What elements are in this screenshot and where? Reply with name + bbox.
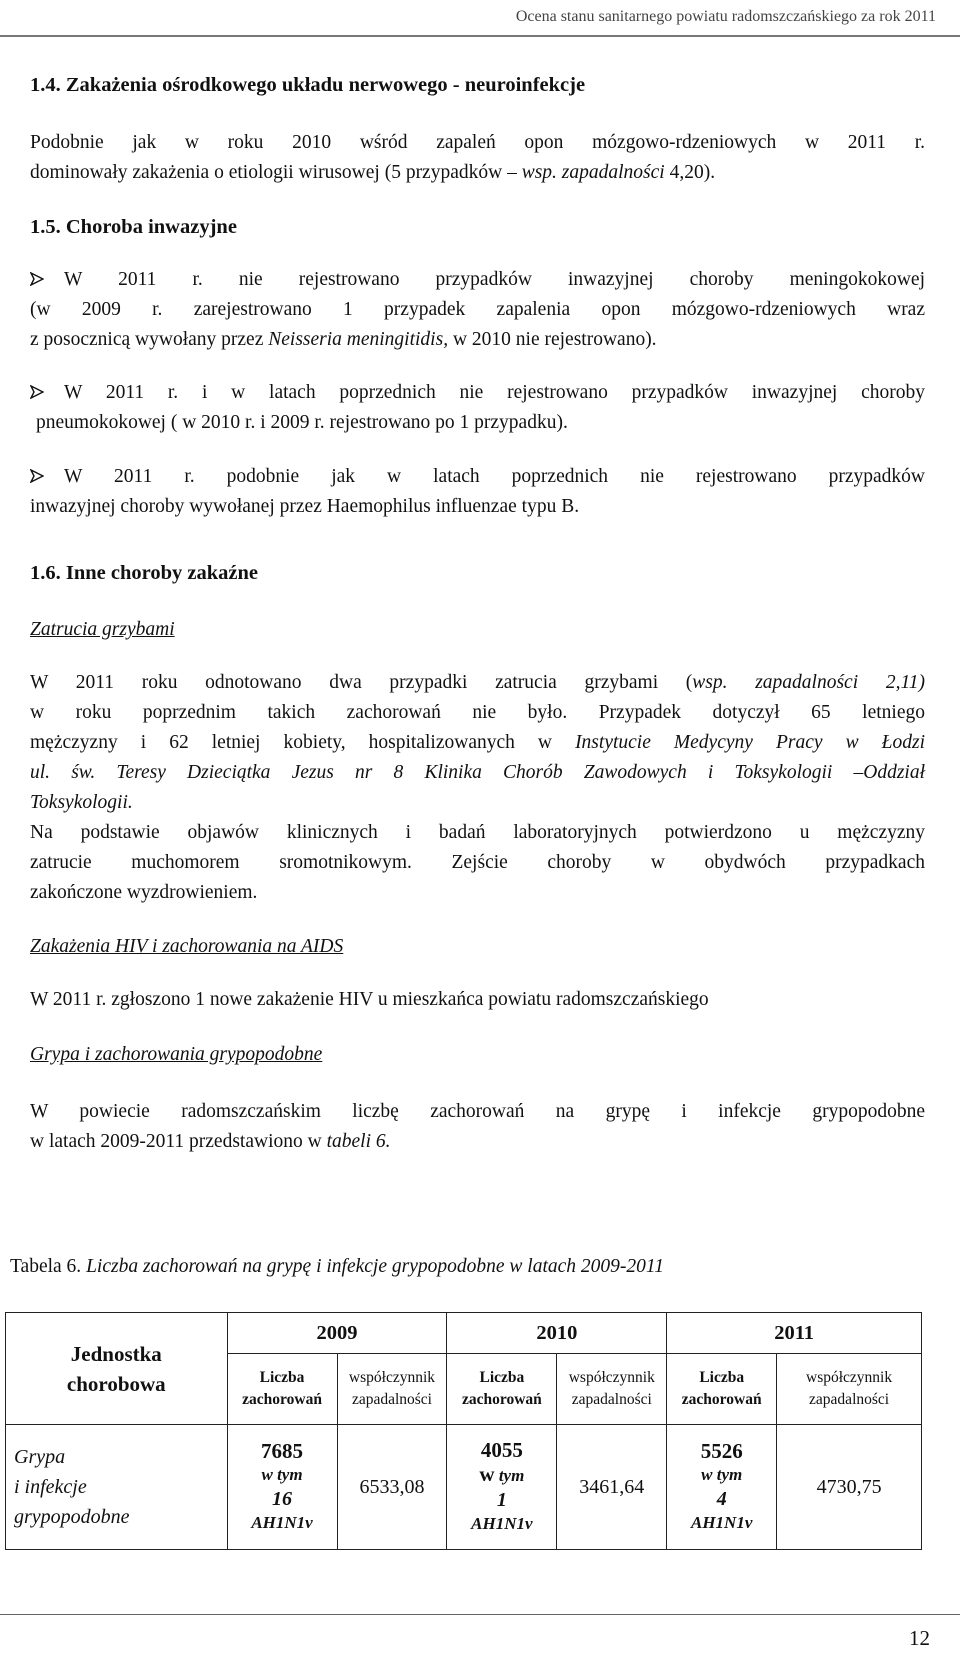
page-number: 12	[909, 1626, 930, 1650]
subheading-hiv-aids: Zakażenia HIV i zachorowania na AIDS	[30, 936, 344, 957]
bullet-item: W 2011 r. podobnie jak w latach poprzednich nie rejestrowano przypadków	[30, 462, 925, 492]
col-header-rate: współczynnik zapadalności	[337, 1354, 447, 1425]
bullet-item: W 2011 r. i w latach poprzednich nie rejestrowano przypadków inwazyjnej choroby	[30, 378, 925, 408]
paragraph-line: z posocznicą wywołany przez Neisseria meningitidis, w 2010 nie rejestrowano).	[30, 329, 657, 350]
paragraph-line: Na podstawie objawów klinicznych i badań laboratoryjnych potwierdzono u mężczyzny	[30, 822, 925, 843]
paragraph-line: Toksykologii.	[30, 792, 133, 813]
year-header: 2010	[447, 1313, 667, 1354]
count-cell-2010: 4055 w tym 1 AH1N1v	[447, 1425, 557, 1550]
bullet-item: W 2011 r. nie rejestrowano przypadków inwazyjnej choroby meningokokowej	[30, 265, 925, 295]
paragraph-line: (w 2009 r. zarejestrowano 1 przypadek zapalenia opon mózgowo-rdzeniowych wraz	[30, 299, 925, 320]
section-heading-1-5: 1.5. Choroba inwazyjne	[30, 216, 237, 238]
paragraph-line: w latach 2009-2011 przedstawiono w tabeli 6.	[30, 1131, 391, 1152]
paragraph-line: mężczyzny i 62 letniej kobiety, hospitalizowanych w Instytucie Medycyny Pracy w Łodzi	[30, 732, 925, 753]
col-header-count: Liczba zachorowań	[227, 1354, 337, 1425]
year-header: 2009	[227, 1313, 447, 1354]
rate-cell-2010: 3461,64	[557, 1425, 667, 1550]
disease-cell: Grypa i infekcje grypopodobne	[6, 1425, 228, 1550]
section-heading-1-4: 1.4. Zakażenia ośrodkowego układu nerwowego - neuroinfekcje	[30, 74, 586, 96]
paragraph-line: zatrucie muchomorem sromotnikowym. Zejście choroby w obydwóch przypadkach	[30, 852, 925, 873]
paragraph-line: W 2011 r. zgłoszono 1 nowe zakażenie HIV u mieszkańca powiatu radomszczańskiego	[30, 989, 709, 1010]
footer-rule	[0, 1614, 960, 1615]
paragraph-line: w roku poprzednim takich zachorowań nie było. Przypadek dotyczył 65 letniego	[30, 702, 925, 723]
paragraph-line: W powiecie radomszczańskim liczbę zachorowań na grypę i infekcje grypopodobne	[30, 1101, 925, 1122]
section-heading-1-6: 1.6. Inne choroby zakaźne	[30, 562, 258, 584]
paragraph-line: Podobnie jak w roku 2010 wśród zapaleń opon mózgowo-rdzeniowych w 2011 r.	[30, 132, 925, 153]
paragraph-line: W 2011 roku odnotowano dwa przypadki zatrucia grzybami (wsp. zapadalności 2,11)	[30, 672, 925, 693]
arrow-bullet-icon	[30, 272, 44, 286]
subheading-mushroom-poisoning: Zatrucia grzybami	[30, 619, 175, 640]
col-header-rate: współczynnik zapadalności	[557, 1354, 667, 1425]
rate-cell-2009: 6533,08	[337, 1425, 447, 1550]
paragraph-line: dominowały zakażenia o etiologii wirusowej (5 przypadków – wsp. zapadalności 4,20).	[30, 162, 716, 183]
subheading-influenza: Grypa i zachorowania grypopodobne	[30, 1044, 323, 1065]
count-cell-2009: 7685 w tym 16 AH1N1v	[227, 1425, 337, 1550]
col-header-rate: współczynnik zapadalności	[777, 1354, 922, 1425]
paragraph-line: ul. św. Teresy Dzieciątka Jezus nr 8 Klinika Chorób Zawodowych i Toksykologii –Oddział	[30, 762, 925, 783]
running-header: Ocena stanu sanitarnego powiatu radomszczańskiego za rok 2011	[515, 8, 936, 25]
arrow-bullet-icon	[30, 469, 44, 483]
year-header: 2011	[667, 1313, 922, 1354]
paragraph-line: pneumokokowej ( w 2010 r. i 2009 r. rejestrowano po 1 przypadku).	[36, 412, 568, 433]
col-header-count: Liczba zachorowań	[447, 1354, 557, 1425]
header-rule	[0, 35, 960, 37]
count-cell-2011: 5526 w tym 4 AH1N1v	[667, 1425, 777, 1550]
paragraph-line: zakończone wyzdrowieniem.	[30, 882, 258, 903]
header-unit: Jednostka chorobowa	[6, 1313, 228, 1425]
influenza-table	[5, 1312, 922, 1550]
col-header-count: Liczba zachorowań	[667, 1354, 777, 1425]
table-caption: Tabela 6. Liczba zachorowań na grypę i infekcje grypopodobne w latach 2009-2011	[10, 1256, 664, 1277]
table-row	[6, 1425, 922, 1550]
arrow-bullet-icon	[30, 385, 44, 399]
paragraph-line: inwazyjnej choroby wywołanej przez Haemophilus influenzae typu B.	[30, 496, 580, 517]
rate-cell-2011: 4730,75	[777, 1425, 922, 1550]
